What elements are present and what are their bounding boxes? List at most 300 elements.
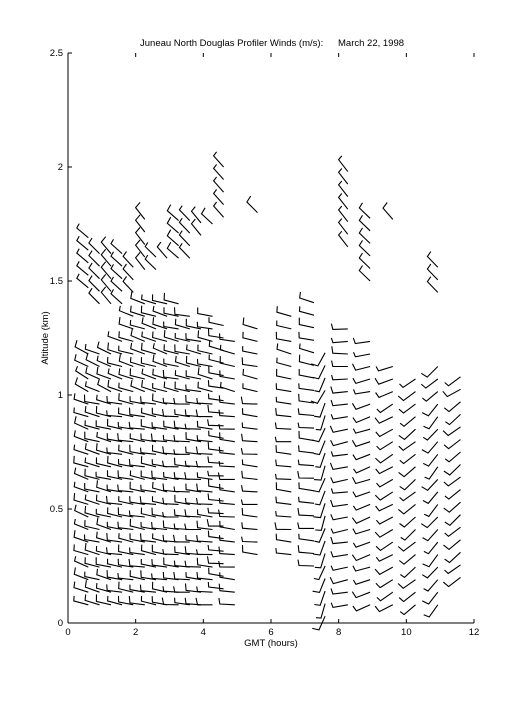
wind-barb (277, 358, 292, 367)
wind-barb (85, 344, 99, 354)
wind-barb (85, 506, 100, 517)
wind-barb (186, 356, 201, 367)
wind-barb (247, 196, 258, 213)
wind-barb (375, 454, 392, 463)
wind-barb (375, 530, 393, 538)
wind-barb (400, 492, 416, 501)
wind-barb (331, 414, 348, 419)
wind-barb (153, 343, 167, 354)
wind-barb (399, 555, 415, 565)
wind-barb (185, 598, 201, 605)
wind-barb (242, 460, 257, 467)
wind-barb (316, 416, 325, 430)
wind-barb (444, 502, 461, 512)
wind-barb (75, 468, 89, 480)
wind-barb (153, 582, 168, 592)
wind-barb (163, 586, 179, 592)
wind-barb (175, 370, 190, 379)
wind-barb (163, 409, 179, 417)
wind-barb (141, 508, 156, 517)
wind-barb (85, 458, 99, 467)
wind-barb (399, 442, 416, 451)
wind-barb (400, 454, 416, 463)
wind-barb (89, 276, 100, 292)
wind-barb (142, 545, 157, 555)
wind-barb (179, 218, 189, 233)
wind-barb (354, 389, 371, 394)
wind-barb (445, 565, 461, 574)
wind-barb (243, 332, 258, 342)
wind-barb (174, 486, 190, 492)
wind-barb (108, 507, 123, 517)
wind-barb (242, 508, 257, 517)
wind-barb (118, 485, 134, 492)
wind-barb (299, 318, 314, 328)
wind-barb (129, 422, 145, 429)
wind-barb (107, 584, 122, 592)
wind-barb (353, 504, 370, 510)
wind-barb (131, 343, 145, 354)
wind-barb (444, 540, 461, 550)
wind-barb (111, 239, 122, 253)
wind-barb (208, 545, 224, 551)
wind-barb (208, 556, 224, 563)
wind-barb (89, 263, 100, 279)
wind-barb (339, 231, 348, 247)
wind-barb (209, 340, 223, 350)
wind-barb (130, 519, 145, 530)
wind-barb (196, 410, 212, 417)
wind-barb (77, 249, 89, 263)
wind-barb (164, 344, 179, 354)
wind-barb (131, 357, 145, 366)
wind-barb (241, 500, 257, 505)
wind-barb (339, 194, 348, 210)
wind-barb (376, 504, 393, 510)
wind-barb (299, 369, 314, 378)
wind-barb (175, 307, 190, 316)
wind-barb (86, 381, 100, 391)
wind-barb (331, 488, 347, 493)
wind-barb (298, 545, 314, 553)
wind-barb (152, 422, 167, 429)
wind-barb (423, 492, 438, 504)
wind-barb (314, 441, 326, 455)
wind-barb (111, 252, 122, 266)
wind-barb (352, 403, 370, 409)
wind-barb (243, 318, 257, 329)
wind-barb (141, 396, 156, 404)
wind-barb (142, 294, 156, 303)
wind-barb (353, 542, 370, 547)
wind-barb (313, 365, 325, 378)
wind-barb (175, 319, 189, 329)
x-tick-label: 4 (200, 627, 206, 638)
x-tick-label: 10 (401, 627, 412, 638)
wind-barb (299, 482, 314, 490)
wind-barb (277, 321, 292, 329)
wind-barb (243, 346, 258, 354)
wind-barb (339, 219, 348, 235)
wind-barb (311, 390, 325, 403)
wind-barb (276, 474, 292, 480)
wind-barb (130, 433, 145, 441)
wind-barb (129, 459, 144, 467)
wind-barb (299, 383, 314, 390)
wind-barb (123, 252, 133, 268)
wind-barb (423, 454, 438, 466)
wind-barb (208, 442, 223, 451)
wind-barb (331, 566, 348, 571)
wind-barb (359, 253, 370, 269)
wind-barb (164, 330, 178, 341)
wind-barb (197, 498, 213, 504)
wind-barb (300, 344, 314, 353)
wind-barb (422, 592, 438, 604)
wind-barb (300, 292, 314, 303)
chart-title: Juneau North Douglas Profiler Winds (m/s): (140, 38, 324, 49)
wind-barb (315, 491, 325, 505)
wind-barb (377, 404, 393, 412)
wind-barb (354, 467, 371, 473)
wind-barb (179, 206, 189, 221)
wind-barb (376, 517, 392, 524)
y-tick-label: 0 (57, 618, 63, 629)
wind-barb (85, 469, 100, 480)
wind-barb (353, 566, 370, 571)
wind-barb (315, 554, 325, 568)
wind-barb (119, 317, 133, 329)
wind-barb (164, 293, 179, 304)
wind-barb (353, 454, 370, 459)
wind-barb (152, 559, 167, 567)
wind-barb (111, 264, 122, 278)
wind-barb (445, 490, 461, 500)
wind-barb (275, 522, 291, 529)
wind-barb (398, 542, 415, 551)
wind-barb (85, 557, 100, 567)
wind-barb (174, 586, 190, 592)
wind-barb (152, 471, 167, 480)
wind-barb (353, 429, 370, 434)
wind-barb (131, 329, 145, 342)
wind-barb (400, 517, 416, 527)
wind-barb (424, 504, 438, 516)
wind-barb (399, 467, 416, 477)
wind-barb (298, 471, 314, 478)
wind-barb (399, 592, 415, 601)
wind-barb (339, 169, 348, 185)
wind-barb (353, 605, 370, 611)
wind-barb (423, 555, 438, 567)
wind-barb (354, 352, 371, 357)
wind-barb (108, 559, 123, 567)
wind-barb (400, 479, 416, 489)
wind-barb (185, 409, 201, 416)
wind-barb (74, 456, 89, 467)
wind-barb (96, 457, 111, 466)
wind-barb (162, 598, 178, 605)
wind-barb (118, 433, 134, 442)
wind-barb (77, 274, 89, 288)
wind-barb (185, 472, 201, 479)
wind-barb (300, 306, 315, 315)
wind-barb (107, 533, 122, 542)
wind-barb (74, 430, 88, 441)
wind-barb (242, 357, 257, 366)
wind-barb (400, 567, 415, 577)
wind-barb (208, 508, 224, 514)
wind-barb (208, 405, 224, 413)
wind-barb (331, 400, 348, 406)
wind-barb (157, 242, 167, 258)
wind-barb (152, 408, 167, 417)
wind-barb (163, 370, 178, 379)
wind-barb (152, 596, 167, 605)
wind-barb (353, 477, 371, 483)
wind-barb (130, 471, 145, 480)
wind-barb (353, 364, 371, 370)
wind-barb (77, 224, 89, 238)
wind-barb (444, 402, 460, 412)
wind-barb (142, 380, 156, 392)
wind-barb (313, 541, 325, 555)
wind-barb (242, 537, 258, 543)
wind-barb (314, 591, 325, 605)
wind-barb (353, 378, 370, 383)
wind-barb (96, 420, 111, 429)
wind-barb (196, 447, 212, 455)
wind-barb (96, 509, 111, 517)
wind-barb (108, 456, 123, 467)
wind-barb (75, 416, 89, 429)
wind-barb (353, 338, 370, 344)
wind-barb (207, 519, 223, 526)
wind-barb (164, 382, 178, 392)
wind-barb (331, 477, 348, 482)
x-tick-label: 6 (268, 627, 274, 638)
wind-barb (422, 442, 438, 453)
wind-barb (141, 533, 157, 542)
wind-barb (96, 594, 111, 604)
wind-barb (152, 508, 167, 517)
wind-barb (445, 552, 461, 562)
wind-barb (422, 404, 438, 416)
wind-barb (424, 542, 438, 554)
wind-barb (276, 548, 291, 555)
wind-barb (331, 324, 347, 330)
wind-barb (353, 580, 370, 585)
wind-barb (314, 378, 325, 392)
wind-barb (352, 592, 370, 598)
wind-barb (423, 530, 438, 541)
wind-barb (339, 206, 348, 222)
y-tick-label: 1.5 (49, 276, 63, 287)
y-tick-label: 0.5 (49, 504, 63, 515)
wind-barb (339, 156, 348, 172)
wind-barb (152, 522, 168, 530)
wind-barb (331, 387, 348, 394)
wind-barb (444, 440, 460, 449)
wind-barb (375, 492, 393, 500)
wind-barb (136, 202, 145, 219)
wind-barb (277, 343, 291, 354)
wind-barb (276, 497, 291, 505)
wind-barb (445, 515, 461, 526)
wind-barb (311, 353, 325, 366)
wind-barb (119, 445, 134, 455)
wind-barb (275, 423, 291, 430)
wind-barb (97, 518, 111, 530)
wind-barb (241, 448, 257, 454)
wind-barb (242, 522, 258, 529)
wind-barb (163, 549, 179, 555)
wind-barb (141, 596, 156, 605)
wind-barb (174, 435, 190, 442)
wind-barb (197, 535, 213, 542)
wind-barb (202, 208, 213, 224)
wind-barb (208, 531, 223, 539)
wind-barb (376, 467, 393, 474)
wind-barb (424, 580, 438, 591)
wind-barb (353, 529, 370, 534)
wind-barb (443, 389, 461, 396)
x-axis-label: GMT (hours) (244, 638, 298, 649)
wind-barb (331, 603, 348, 608)
wind-barb (130, 408, 145, 417)
wind-barb (299, 534, 314, 541)
wind-barb (421, 379, 438, 388)
wind-barb (142, 369, 156, 379)
wind-barb (298, 460, 314, 466)
wind-barb (359, 215, 370, 231)
wind-barb (331, 588, 348, 594)
wind-barb (399, 404, 416, 413)
wind-barb (174, 421, 190, 430)
wind-barb (219, 598, 235, 605)
wind-barb (75, 505, 89, 517)
wind-barb (314, 503, 326, 517)
wind-barb (376, 429, 393, 436)
wind-barb (243, 383, 258, 391)
wind-barb (85, 406, 99, 417)
wind-barb (444, 477, 461, 486)
wind-barb (331, 440, 348, 445)
wind-barb (401, 530, 416, 541)
wind-barb (111, 277, 122, 291)
wind-barb (219, 461, 235, 467)
wind-barb (445, 452, 460, 462)
wind-barb (314, 466, 325, 480)
wind-barb (375, 567, 393, 574)
wind-barb (220, 521, 235, 530)
wind-barb (331, 537, 348, 544)
wind-barb (74, 567, 88, 579)
wind-barb (243, 545, 258, 555)
wind-barb (298, 508, 314, 516)
wind-barb (276, 460, 292, 467)
wind-barb (85, 420, 100, 429)
wind-barb (352, 555, 370, 561)
wind-barb (277, 369, 292, 379)
wind-barb (298, 408, 314, 415)
wind-barb (445, 377, 461, 386)
wind-barb (174, 524, 190, 530)
wind-barb (220, 356, 235, 366)
wind-barb (75, 354, 89, 366)
wind-barb (209, 329, 224, 338)
wind-barb (131, 306, 145, 317)
wind-barb (209, 355, 224, 364)
wind-barb (276, 383, 291, 391)
wind-barb (339, 181, 348, 197)
wind-barb (377, 479, 393, 487)
wind-barb (398, 504, 415, 514)
wind-barb (74, 482, 88, 492)
wind-barb (152, 545, 167, 555)
wind-barb (330, 577, 348, 583)
wind-barb (142, 408, 157, 417)
wind-barb (85, 594, 99, 604)
wind-barb (175, 344, 190, 354)
wind-barb (359, 240, 370, 256)
wind-barb (209, 568, 224, 577)
wind-barb (119, 533, 134, 542)
wind-barb (243, 369, 258, 379)
wind-barb (174, 472, 190, 479)
wind-barb (353, 417, 370, 423)
wind-barb (140, 496, 156, 504)
y-axis-label: Altitude (km) (40, 311, 51, 365)
wind-barb (424, 605, 438, 617)
wind-barb (179, 231, 189, 246)
wind-barb (359, 266, 370, 282)
wind-barb (243, 408, 258, 417)
wind-barb (174, 398, 190, 404)
wind-barb (176, 356, 190, 367)
wind-barb (185, 461, 201, 467)
wind-barb (197, 484, 213, 492)
wind-barb (163, 446, 179, 454)
wind-barb (399, 429, 416, 439)
wind-barb (141, 559, 156, 567)
wind-barb (89, 288, 100, 304)
wind-barb (197, 558, 212, 567)
wind-barb (276, 534, 291, 542)
plot-axes (50, 48, 480, 638)
wind-barb (208, 456, 224, 463)
wind-barb (332, 346, 348, 354)
wind-barb (425, 467, 438, 479)
wind-barb (242, 471, 258, 480)
wind-barb (75, 556, 89, 567)
wind-barb (119, 368, 133, 379)
wind-barb (242, 434, 258, 442)
wind-barb (197, 521, 213, 530)
wind-barb (197, 572, 213, 580)
wind-barb (89, 238, 100, 254)
wind-barb (108, 380, 122, 392)
wind-barb (153, 354, 167, 366)
wind-barb (163, 498, 179, 505)
wind-barb (276, 511, 292, 517)
wind-barb (352, 517, 370, 523)
wind-barb (153, 496, 168, 504)
wind-barb (421, 517, 438, 528)
wind-barb (119, 582, 134, 593)
wind-barb (443, 427, 460, 436)
wind-barb (163, 398, 179, 404)
